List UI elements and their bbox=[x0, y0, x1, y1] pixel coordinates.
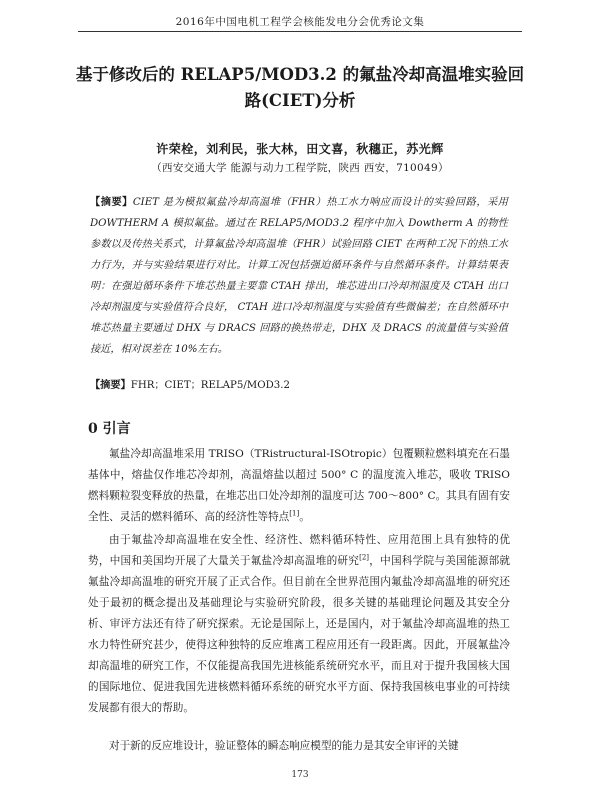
citation-ref: [1] bbox=[289, 509, 300, 518]
section-heading-introduction: 0 引言 bbox=[88, 421, 131, 437]
page-number: 173 bbox=[291, 770, 309, 780]
paragraph-text: ，中国科学院与美国能源部就氟盐冷却高温堆的研究开展了正式合作。但目前在全世界范围内氟盐冷却高温堆的研究还处于最初的概念提出及基础理论与实验研究阶段，很多关键的基础理论问题及其安全分析、审评方法还有待了研究探索。无论是国际上，还是国内，对于氟盐冷却高温堆的热工水力特性研究甚少，使得这种独特的反应堆离工程应用还有一段距离。因此，开展氟盐冷却高温堆的研究工作，不仅能提高我国先进核能系统研究水平，而且对于提升我国核大国的国际地位、促进我国先进核燃料循环系统的研究水平方面、保持我国核电事业的可持续发展都有很大的帮助。 bbox=[88, 555, 511, 714]
abstract-label: 【摘要】 bbox=[90, 196, 133, 208]
paragraph-text: 氟盐冷却高温堆采用 TRISO（TRistructural-ISOtropic）包覆颗粒燃料填充在石墨基体中，熔盐仅作堆芯冷却剂，高温熔盐以超过 500° C 的温度流入堆芯，吸收 TRISO 燃料颗粒裂变释放的热量，在堆芯出口处冷却剂的温度可达 700～800° C。其具有固有安全性、灵活的燃料循环、高的经济性等特点 bbox=[88, 448, 510, 523]
keywords bbox=[90, 376, 508, 395]
paragraph-text: 由于氟盐冷却高温堆在安全性、经济性、燃料循环特性、应用范围上具有独特的优势，中国和美国均开展了大量关于氟盐冷却高温堆的研究 bbox=[88, 534, 510, 567]
citation-ref: [2] bbox=[359, 553, 370, 562]
author-list: 许荣栓，刘利民，张大林，田文喜，秋穗正，苏光辉 bbox=[156, 142, 444, 156]
keywords-text: FHR；CIET；RELAP5/MOD3.2 bbox=[130, 380, 290, 391]
paper-title: 基于修改后的 RELAP5/MOD3.2 的氟盐冷却高温堆实验回路(CIET)分析 bbox=[75, 65, 525, 110]
abstract bbox=[90, 192, 508, 360]
abstract-text: CIET 是为模拟氟盐冷却高温堆（FHR）热工水力响应而设计的实验回路，采用 DOWTHERM A 模拟氟盐。通过在 RELAP5/MOD3.2 程序中加入 Dowtherm A 的物性参数以及传热关系式，计算氟盐冷却高温堆（FHR）试验回路 CIET 在两种工况下的热工水力行为，并与实验结果进行对比。计算工况包括强迫循环条件与自然循环条件。计算结果表明：在强迫循环条件下堆芯热量主要靠 CTAH 排出，堆芯进出口冷却剂温度及 CTAH 出口冷却剂温度与实验值符合良好， CTAH 进口冷却剂温度与实验值有些微偏差；在自然循环中堆芯热量主要通过 DHX 与 DRACS 回路的换热带走，DHX 及 DRACS 的流量值与实验值接近，相对误差在 10%左右。 bbox=[90, 197, 508, 355]
body-paragraph: 对于新的反应堆设计，验证整体的瞬态响应模型的能力是其安全审评的关键 bbox=[109, 740, 459, 752]
affiliation: （西安交通大学 能源与动力工程学院，陕西 西安，710049） bbox=[151, 162, 449, 174]
header-rule bbox=[78, 31, 522, 32]
running-header: 2016年中国电机工程学会核能发电分会优秀论文集 bbox=[175, 16, 425, 28]
body-paragraph bbox=[88, 530, 510, 719]
keywords-label: 【摘要】 bbox=[90, 379, 131, 391]
paragraph-text: 。 bbox=[299, 511, 310, 523]
body-paragraph bbox=[88, 444, 510, 528]
